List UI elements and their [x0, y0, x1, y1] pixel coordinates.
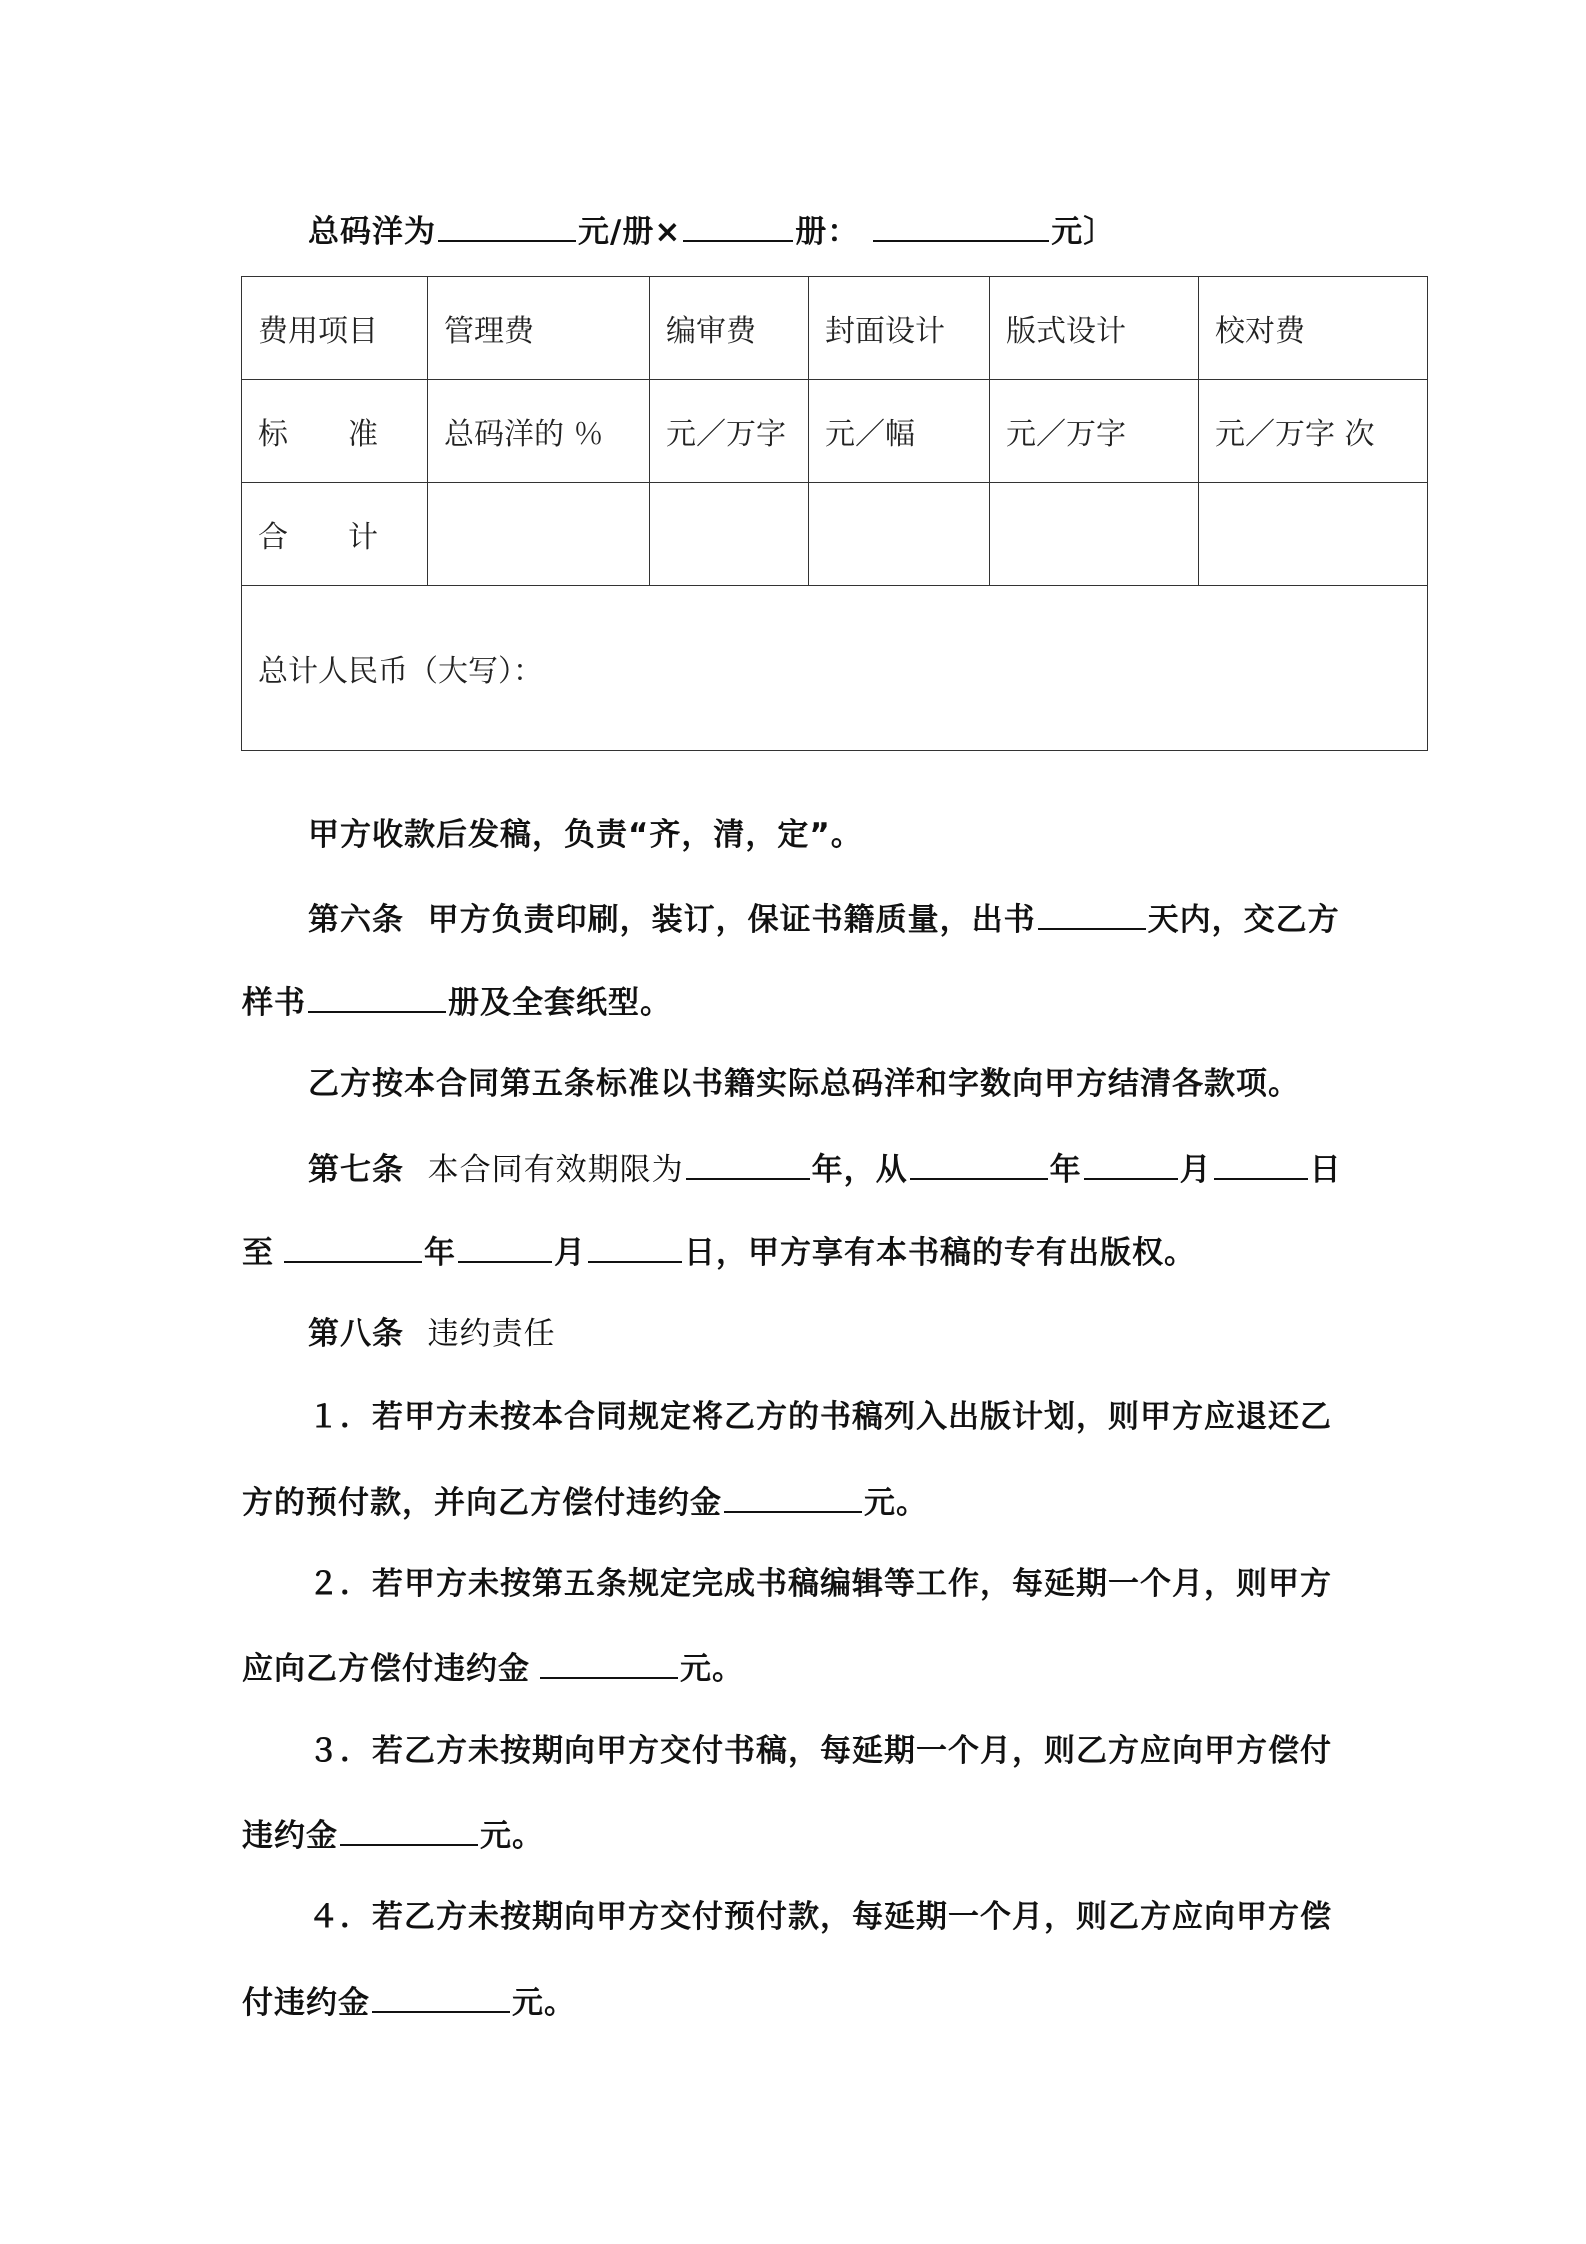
text: 方的预付款，并向乙方偿付违约金	[242, 1485, 722, 1521]
table-cell: 合 计	[242, 483, 428, 586]
table-cell	[650, 483, 809, 586]
text: 甲方负责印刷，装订，保证书籍质量，出书	[427, 902, 1036, 938]
blank-field	[910, 1148, 1048, 1180]
total-price-line	[308, 210, 1115, 252]
table-cell: 版式设计	[990, 277, 1199, 380]
text: 甲方收款后发稿，负责“齐，清，定”。	[308, 817, 863, 853]
blank-field	[340, 1814, 478, 1846]
text: 元。	[512, 1985, 576, 2021]
table-cell: 标 准	[242, 380, 428, 483]
text: ２．若甲方未按第五条规定完成书稿编辑等工作，每延期一个月，则甲方	[308, 1566, 1332, 1602]
clause-2-cont	[242, 1647, 744, 1689]
table-cell: 元／万字	[990, 380, 1199, 483]
clause-3-cont	[242, 1814, 544, 1856]
text: 天内，交乙方	[1147, 902, 1340, 938]
blank-field	[683, 210, 793, 242]
table-cell: 元／万字	[650, 380, 809, 483]
table-cell: 校对费	[1199, 277, 1428, 380]
text: 年	[424, 1235, 456, 1271]
clause-4-cont	[242, 1981, 576, 2023]
text: 违约金	[242, 1818, 338, 1854]
clause-4	[308, 1897, 1332, 1937]
article-seven-cont	[242, 1231, 1196, 1273]
text: 乙方按本合同第五条标准以书籍实际总码洋和字数向甲方结清各款项。	[308, 1066, 1300, 1102]
blank-field	[686, 1148, 810, 1180]
article-label: 第六条	[308, 902, 404, 938]
text: 元/册×	[578, 214, 682, 250]
text: 付违约金	[242, 1985, 370, 2021]
clause-3	[308, 1731, 1332, 1771]
text: 年	[1049, 1152, 1082, 1188]
text: 日，甲方享有本书稿的专有出版权。	[684, 1235, 1196, 1271]
text: ４．若乙方未按期向甲方交付预付款，每延期一个月，则乙方应向甲方偿	[308, 1899, 1332, 1935]
blank-field	[1214, 1148, 1308, 1180]
text: 年，从	[811, 1152, 908, 1188]
clause-2	[308, 1564, 1332, 1604]
paragraph	[308, 1064, 1300, 1104]
table-cell: 总码洋的 ％	[428, 380, 650, 483]
table-cell: 封面设计	[809, 277, 990, 380]
blank-field	[458, 1231, 552, 1263]
blank-field	[873, 210, 1049, 242]
fee-table	[241, 276, 1428, 751]
text: 册及全套纸型。	[448, 985, 672, 1021]
table-row	[242, 277, 1428, 380]
blank-field	[308, 981, 446, 1013]
table-cell: 编审费	[650, 277, 809, 380]
table-cell: 总计人民币（大写）：	[242, 586, 1428, 751]
clause-1-cont	[242, 1481, 928, 1523]
blank-field	[588, 1231, 682, 1263]
text: 月	[1179, 1152, 1212, 1188]
blank-field	[540, 1647, 678, 1679]
text: 日	[1309, 1152, 1342, 1188]
table-row	[242, 586, 1428, 751]
article-six	[308, 898, 1340, 940]
blank-field	[1038, 898, 1146, 930]
paragraph	[308, 815, 863, 855]
text: 至	[242, 1235, 274, 1271]
text: 本合同有效期限为	[427, 1152, 684, 1188]
text: 应向乙方偿付违约金	[242, 1651, 530, 1687]
table-row	[242, 380, 1428, 483]
blank-field	[724, 1481, 862, 1513]
table-cell: 管理费	[428, 277, 650, 380]
table-cell: 元／万字 次	[1199, 380, 1428, 483]
table-cell	[990, 483, 1199, 586]
text: 违约责任	[427, 1316, 556, 1352]
text: 册：	[795, 214, 860, 250]
text: 月	[554, 1235, 586, 1271]
table-cell	[1199, 483, 1428, 586]
text: 总码洋为	[308, 214, 436, 250]
table-row	[242, 483, 1428, 586]
article-six-cont	[242, 981, 672, 1023]
text: 元。	[480, 1818, 544, 1854]
article-label: 第七条	[308, 1152, 404, 1188]
text: 元。	[864, 1485, 928, 1521]
table-cell: 费用项目	[242, 277, 428, 380]
text: ３．若乙方未按期向甲方交付书稿，每延期一个月，则乙方应向甲方偿付	[308, 1733, 1332, 1769]
text: 样书	[242, 985, 306, 1021]
blank-field	[284, 1231, 422, 1263]
table-cell	[428, 483, 650, 586]
article-seven	[308, 1148, 1342, 1190]
clause-1	[308, 1397, 1332, 1437]
table-cell	[809, 483, 990, 586]
table-cell: 元／幅	[809, 380, 990, 483]
blank-field	[1084, 1148, 1178, 1180]
article-eight	[308, 1314, 556, 1354]
text: 元。	[680, 1651, 744, 1687]
article-label: 第八条	[308, 1316, 404, 1352]
text: 元〕	[1051, 214, 1116, 250]
text: １．若甲方未按本合同规定将乙方的书稿列入出版计划，则甲方应退还乙	[308, 1399, 1332, 1435]
blank-field	[438, 210, 576, 242]
blank-field	[372, 1981, 510, 2013]
